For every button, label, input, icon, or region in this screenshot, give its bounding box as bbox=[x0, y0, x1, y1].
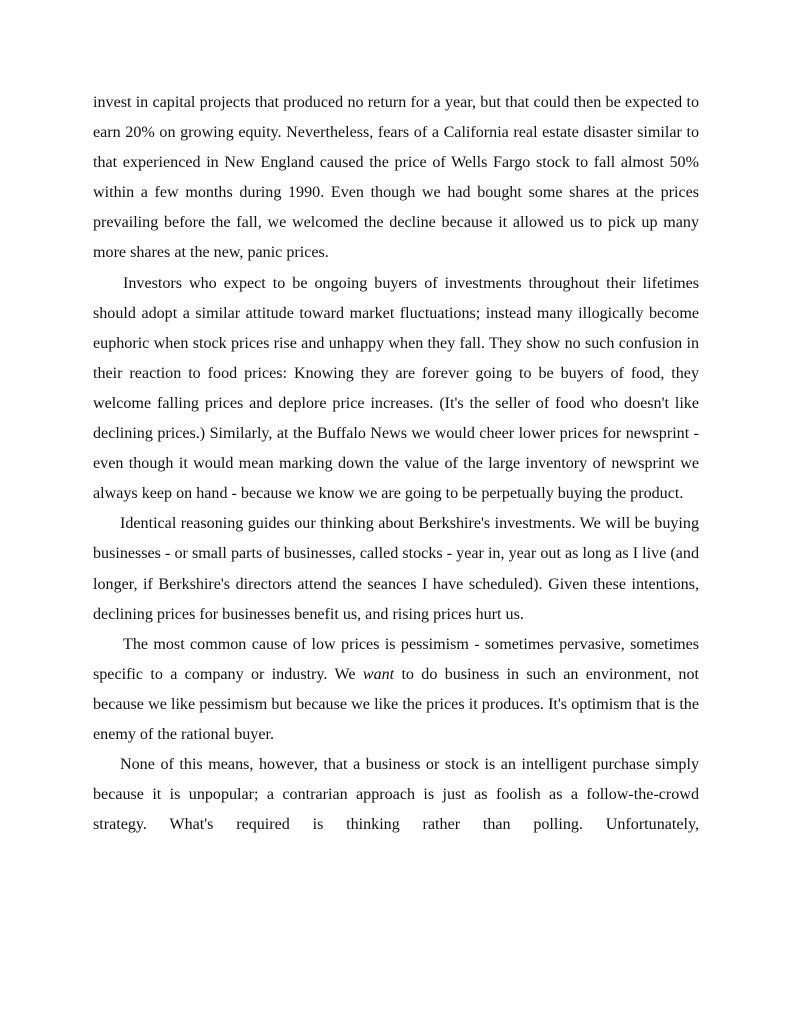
document-page bbox=[93, 88, 699, 840]
paragraph-berkshire-reasoning: Identical reasoning guides our thinking about Berkshire's investments. We will be buying businesses - or small parts of businesses, called stocks - year in, year out as long as I live (and longer, if Berkshire's directors attend the seances I have scheduled). Given these intentions, declining prices for businesses benefit us, and rising prices hurt us. bbox=[93, 515, 699, 623]
paragraph-pessimism bbox=[93, 630, 699, 750]
emphasis-want: want bbox=[362, 665, 395, 683]
paragraph-contrarian: None of this means, however, that a business or stock is an intelligent purchase simply because it is unpopular; a contrarian approach is just as foolish as a follow-the-crowd strategy. What's required is thinking rather than polling. Unfortunately, bbox=[93, 756, 699, 834]
paragraph-wells-fargo: invest in capital projects that produced no return for a year, but that could then be expected to earn 20% on growing equity. Nevertheless, fears of a California real estate disaster similar to that experienced in New England caused the price of Wells Fargo stock to fall almost 50% within a few months during 1990. Even though we had bought some shares at the prices prevailing before the fall, we welcomed the decline because it allowed us to pick up many more shares at the new, panic prices. bbox=[93, 94, 699, 262]
paragraph-investor-attitude: Investors who expect to be ongoing buyers of investments throughout their lifetimes should adopt a similar attitude toward market fluctuations; instead many illogically become euphoric when stock prices rise and unhappy when they fall. They show no such confusion in their reaction to food prices: Knowing they are forever going to be buyers of food, they welcome falling prices and deplore price increases. (It's the seller of food who doesn't like declining prices.) Similarly, at the Buffalo News we would cheer lower prices for newsprint - even though it would mean marking down the value of the large inventory of newsprint we always keep on hand - because we know we are going to be perpetually buying the product. bbox=[93, 274, 699, 503]
pessimism-text-before: The most common cause of low prices is pessimism - sometimes pervasive, sometimes specific to a company or industry. We bbox=[93, 635, 699, 683]
pessimism-text-after: to do business in such an environment, not because we like pessimism but because we like the prices it produces. It's optimism that is the enemy of the rational buyer. bbox=[93, 665, 699, 743]
